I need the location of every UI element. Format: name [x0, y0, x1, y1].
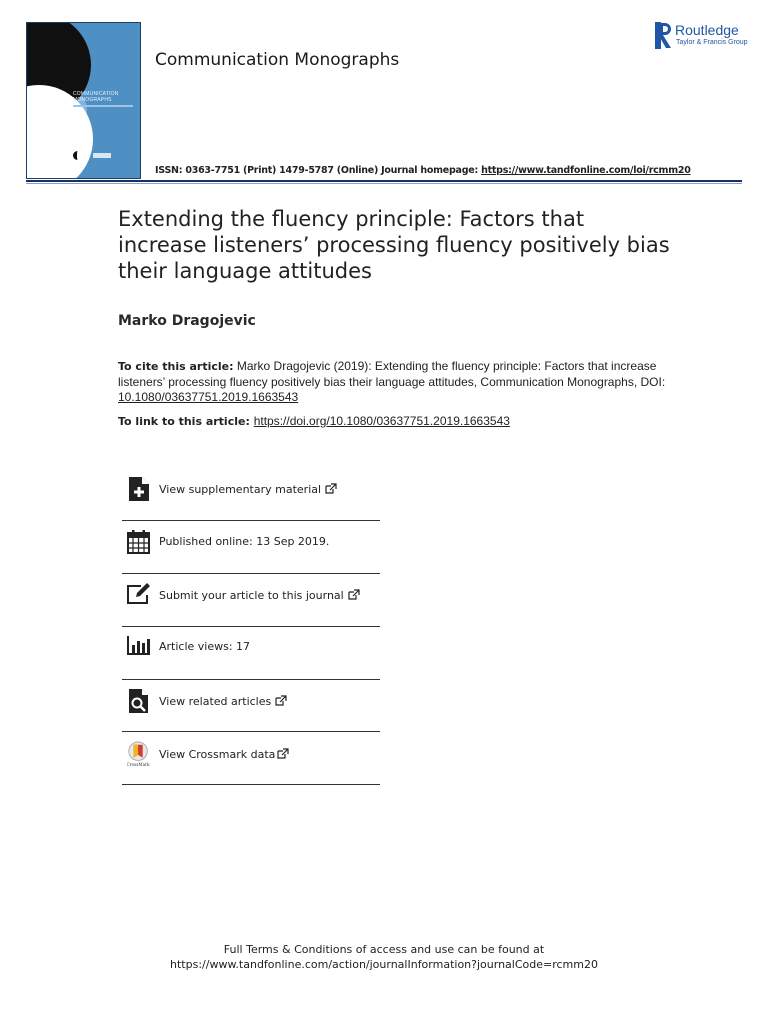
submit-label: Submit your article to this journal: [159, 589, 344, 602]
meta-divider: [122, 731, 380, 732]
views-label: Article views: 17: [159, 640, 251, 653]
published-label: Published online: 13 Sep 2019.: [159, 535, 330, 548]
calendar-icon: [127, 529, 151, 555]
article-doi-url[interactable]: https://doi.org/10.1080/03637751.2019.1663543: [253, 414, 510, 428]
article-link-block: [118, 414, 718, 428]
publisher-group: Taylor & Francis Group: [676, 39, 748, 46]
meta-divider: [122, 784, 380, 785]
supplementary-label: View supplementary material: [159, 483, 322, 496]
external-link-icon: [275, 695, 287, 706]
crossmark-label: View Crossmark data: [159, 748, 276, 761]
meta-divider: [122, 520, 380, 521]
crossmark-row[interactable]: [122, 741, 380, 793]
external-link-icon: [325, 483, 337, 494]
file-plus-icon: [127, 476, 151, 502]
footer-terms-link[interactable]: https://www.tandfonline.com/action/journalInformation?journalCode=rcmm20: [170, 958, 598, 971]
header-divider-thin: [26, 183, 742, 184]
meta-divider: [122, 573, 380, 574]
citation-block: [118, 359, 678, 406]
journal-cover-image: [26, 22, 141, 179]
meta-divider: [122, 679, 380, 680]
doi-link[interactable]: 10.1080/03637751.2019.1663543: [118, 390, 299, 404]
cover-title: COMMUNICATION MONOGRAPHS: [73, 91, 119, 103]
issn-line: [155, 165, 691, 176]
journal-homepage-link[interactable]: https://www.tandfonline.com/loi/rcmm20: [481, 165, 691, 176]
footer-line-1: Full Terms & Conditions of access and use can be found at: [223, 943, 545, 956]
external-link-icon: [348, 589, 360, 600]
related-label: View related articles: [159, 695, 272, 708]
journal-name: Communication Monographs: [155, 50, 400, 70]
crossmark-logo-text: CrossMark: [127, 762, 150, 767]
publisher-name: Routledge: [675, 22, 739, 38]
meta-divider: [122, 626, 380, 627]
link-label: To link to this article:: [118, 415, 254, 428]
external-link-icon: [277, 748, 289, 759]
header-divider: [26, 180, 742, 182]
citation-label: To cite this article:: [118, 360, 234, 373]
routledge-r-icon: [655, 22, 672, 49]
related-row[interactable]: [122, 688, 380, 740]
footer-terms: [0, 942, 768, 972]
crossmark-icon: [127, 741, 151, 767]
issn-text: ISSN: 0363-7751 (Print) 1479-5787 (Online) Journal homepage:: [155, 165, 482, 176]
article-author: Marko Dragojevic: [118, 313, 256, 329]
citation-text: Marko Dragojevic (2019): Extending the fluency principle: Factors that increase listeners’ processing fluency positively bias their language attitudes, Communication Monographs, DOI:: [118, 359, 666, 389]
bar-chart-icon: [127, 635, 151, 661]
article-title: Extending the fluency principle: Factors that increase listeners’ processing fluency positively bias their language attitudes: [118, 207, 670, 283]
edit-icon: [127, 582, 151, 608]
search-document-icon: [127, 688, 151, 714]
